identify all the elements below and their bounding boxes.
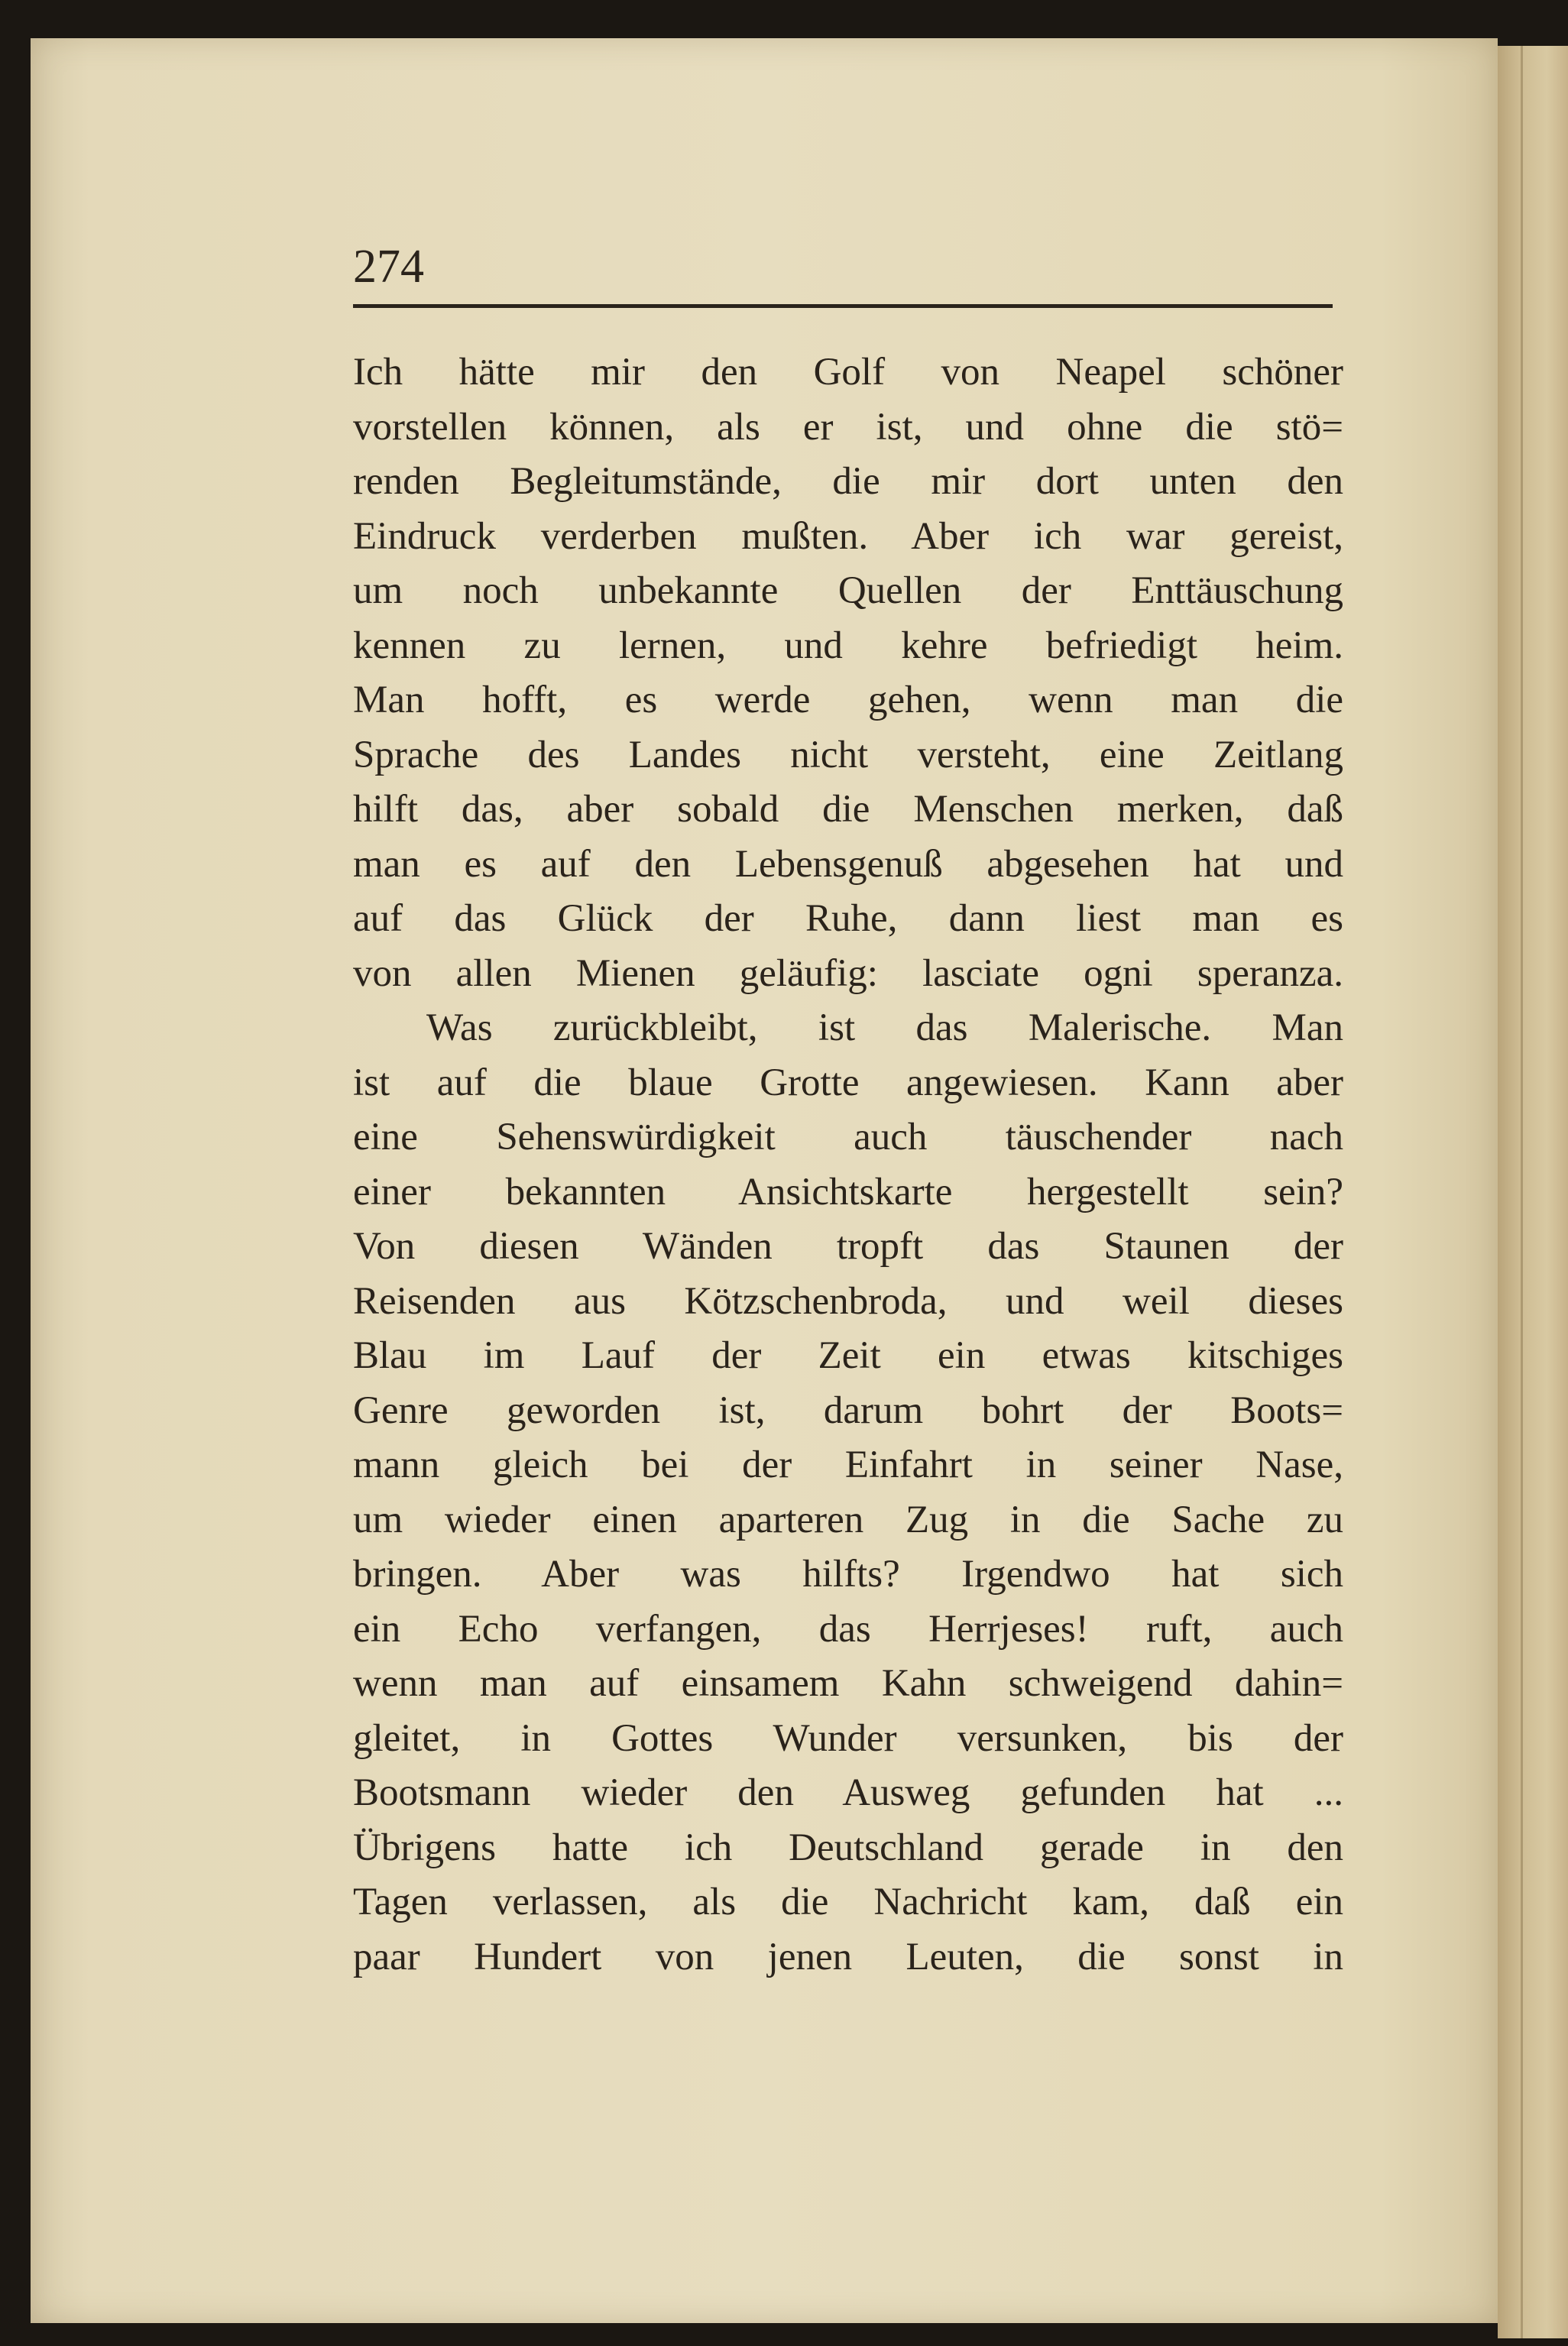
text-line: Genre geworden ist, darum bohrt der Boots=	[353, 1388, 1343, 1432]
text-line: ein Echo verfangen, das Herrjeses! ruft, auch	[353, 1607, 1343, 1651]
text-line: Von diesen Wänden tropft das Staunen der	[353, 1225, 1343, 1268]
body-text	[353, 345, 1343, 1985]
text-line: vorstellen können, als er ist, und ohne die stö=	[353, 405, 1343, 449]
text-line: ist auf die blaue Grotte angewiesen. Kann aber	[353, 1061, 1343, 1104]
text-line: Reisenden aus Kötzschenbroda, und weil dieses	[353, 1279, 1343, 1323]
text-line: auf das Glück der Ruhe, dann liest man es	[353, 897, 1343, 940]
text-line: wenn man auf einsamem Kahn schweigend dahin=	[353, 1662, 1343, 1705]
text-line: mann gleich bei der Einfahrt in seiner Nase,	[353, 1444, 1343, 1486]
page-number: 274	[353, 241, 424, 293]
text-line: um noch unbekannte Quellen der Enttäuschung	[353, 569, 1343, 612]
text-line: paar Hundert von jenen Leuten, die sonst in	[353, 1935, 1343, 1978]
text-line: Bootsmann wieder den Ausweg gefunden hat ...	[353, 1771, 1343, 1814]
text-line: Blau im Lauf der Zeit ein etwas kitschiges	[353, 1334, 1343, 1377]
text-line: einer bekannten Ansichtskarte hergestellt sein?	[353, 1170, 1343, 1214]
text-line: eine Sehenswürdigkeit auch täuschender nach	[353, 1116, 1343, 1158]
text-line-paragraph-start: Was zurückbleibt, ist das Malerische. Man	[426, 1006, 1343, 1049]
adjacent-page-edge	[1498, 46, 1568, 2338]
text-line: gleitet, in Gottes Wunder versunken, bis der	[353, 1716, 1343, 1760]
text-line: renden Begleitumstände, die mir dort unten den	[353, 460, 1343, 503]
text-line: Ich hätte mir den Golf von Neapel schöner	[353, 351, 1343, 394]
text-line: Sprache des Landes nicht versteht, eine Zeitlang	[353, 733, 1343, 776]
text-line: Tagen verlassen, als die Nachricht kam, daß ein	[353, 1881, 1343, 1923]
text-line: bringen. Aber was hilfts? Irgendwo hat sich	[353, 1553, 1343, 1596]
text-line: hilft das, aber sobald die Menschen merken, daß	[353, 788, 1343, 831]
text-line: man es auf den Lebensgenuß abgesehen hat und	[353, 842, 1343, 886]
text-line: Eindruck verderben mußten. Aber ich war gereist,	[353, 514, 1343, 558]
text-line: kennen zu lernen, und kehre befriedigt heim.	[353, 624, 1343, 667]
binding-shadow	[1521, 46, 1523, 2338]
header-rule	[353, 304, 1333, 308]
text-line: von allen Mienen geläufig: lasciate ogni speranza.	[353, 951, 1343, 995]
text-line: Übrigens hatte ich Deutschland gerade in den	[353, 1826, 1343, 1869]
text-line: um wieder einen aparteren Zug in die Sache zu	[353, 1498, 1343, 1541]
text-line: Man hofft, es werde gehen, wenn man die	[353, 679, 1343, 721]
